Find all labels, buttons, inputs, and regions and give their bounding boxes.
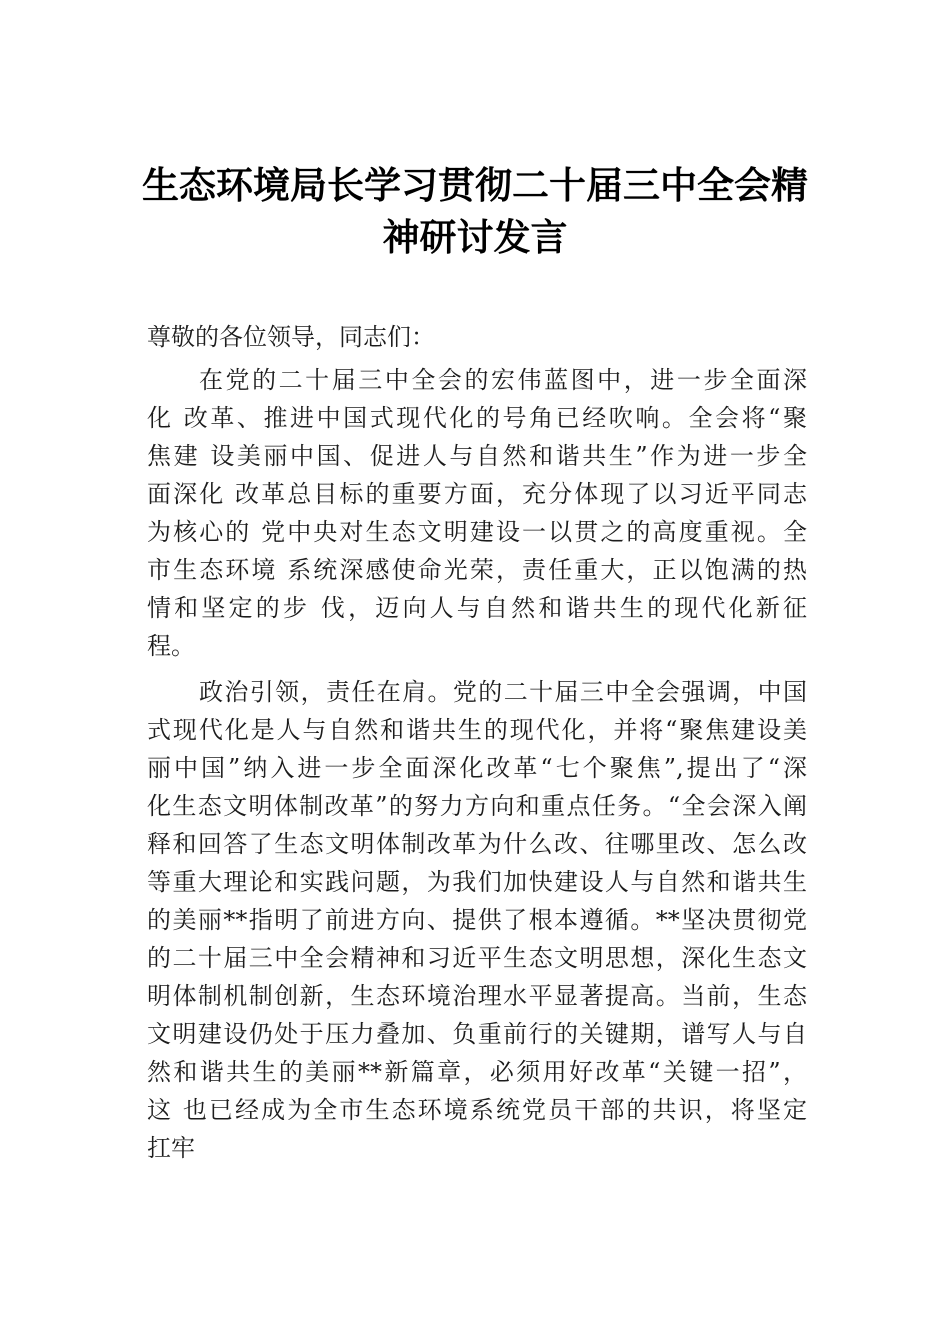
paragraph-line: 释和回答了生态文明体制改革为什么改、往哪里改、怎么改: [147, 830, 807, 858]
title-line-2: 神研讨发言: [382, 216, 568, 259]
paragraph-line: 文明建设仍处于压力叠加、负重前行的关键期，谱写人与自: [147, 1020, 807, 1048]
paragraph-line: 等重大理论和实践问题，为我们加快建设人与自然和谐共生: [147, 868, 807, 896]
paragraph-line: 明体制机制创新，生态环境治理水平显著提高。当前，生态: [147, 982, 807, 1010]
salutation: 尊敬的各位领导，同志们：: [147, 323, 435, 351]
paragraph-line: 面深化 改革总目标的重要方面，充分体现了以习近平同志: [147, 480, 807, 508]
paragraph-line: 式现代化是人与自然和谐共生的现代化，并将“聚焦建设美: [147, 716, 807, 744]
paragraph-line: 在党的二十届三中全会的宏伟蓝图中，进一步全面深: [199, 366, 807, 394]
paragraph-line: 化生态文明体制改革”的努力方向和重点任务。“全会深入阐: [147, 792, 807, 820]
document-body: [147, 318, 807, 1175]
paragraph-line: 的二十届三中全会精神和习近平生态文明思想，深化生态文: [147, 944, 807, 972]
paragraph-2: [147, 673, 807, 1167]
paragraph-line: 焦建 设美丽中国、促进人与自然和谐共生”作为进一步全: [147, 442, 807, 470]
paragraph-line: 丽中国”纳入进一步全面深化改革“七个聚焦”,提出了“深: [147, 754, 807, 782]
paragraph-line: 程。: [147, 632, 195, 660]
title-line-1: 生态环境局长学习贯彻二十届三中全会精: [142, 164, 808, 207]
paragraph-line: 的美丽**指明了前进方向、提供了根本遵循。**坚决贯彻党: [147, 906, 807, 934]
paragraph-line: 这 也已经成为全市生态环境系统党员干部的共识，将坚定: [147, 1096, 807, 1124]
paragraph-line: 政治引领，责任在肩。党的二十届三中全会强调，中国: [199, 678, 807, 706]
paragraph-line: 为核心的 党中央对生态文明建设一以贯之的高度重视。全: [147, 518, 807, 546]
document-title: [120, 160, 830, 264]
paragraph-line: 化 改革、推进中国式现代化的号角已经吹响。全会将“聚: [147, 404, 807, 432]
paragraph-line: 然和谐共生的美丽**新篇章，必须用好改革“关键一招”，: [147, 1058, 807, 1086]
paragraph-line: 市生态环境 系统深感使命光荣，责任重大，正以饱满的热: [147, 556, 807, 584]
paragraph-1: [147, 361, 807, 665]
paragraph-line: 情和坚定的步 伐，迈向人与自然和谐共生的现代化新征: [147, 594, 807, 622]
paragraph-line: 扛牢: [147, 1134, 195, 1162]
